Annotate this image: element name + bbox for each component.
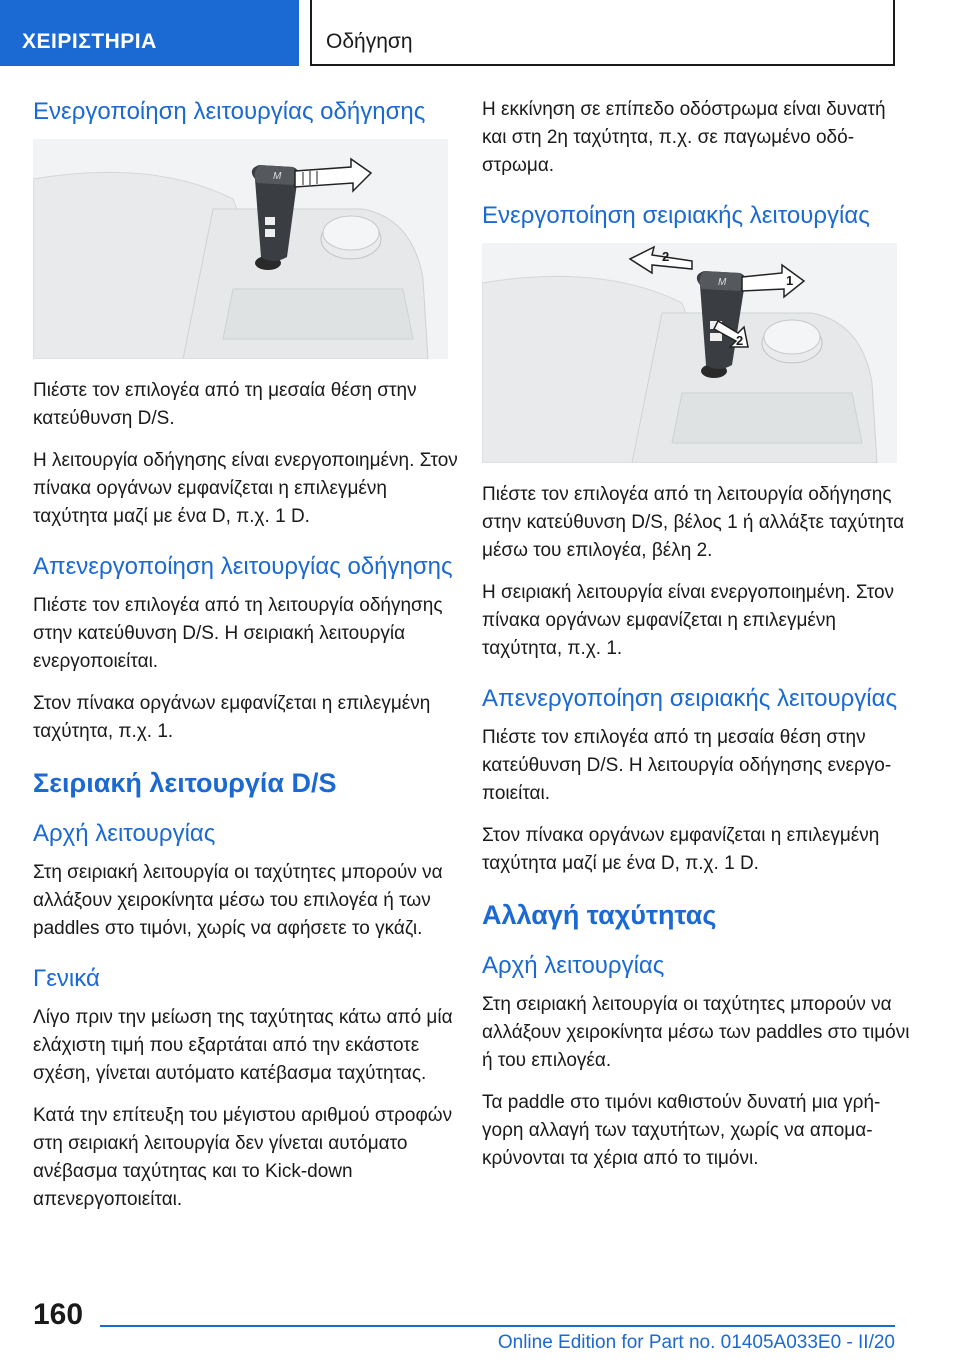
arrow-label-1: 1 [786, 273, 794, 288]
paragraph: Η εκκίνηση σε επίπεδο οδόστρωμα είναι δυνατή και στη 2η ταχύτητα, π.χ. σε παγωμένο οδόστρωμα. [482, 99, 886, 176]
paragraph: Πιέστε τον επιλογέα από τη λειτουργία οδήγησης στην κατεύθυνση D/S. Η σειριακή λειτουργία ενεργοποιείται. [33, 595, 443, 672]
svg-text:M: M [273, 171, 282, 182]
paragraph: Στον πίνακα οργάνων εμφανίζεται η επιλεγμένη ταχύτητα μαζί με ένα D, π.χ. 1 D. [482, 825, 880, 874]
heading-gear-change: Αλλαγή ταχύτητας [482, 900, 717, 930]
footer-divider [100, 1325, 895, 1327]
paragraph: Πιέστε τον επιλογέα από τη μεσαία θέση στην κατεύθυνση D/S. [33, 380, 417, 429]
paragraph: Λίγο πριν την μείωση της ταχύτητας κάτω από μία ελάχιστη τιμή που εξαρτάται από την εκάστοτε σχέση, γίνεται αυτόματο κατέβασμα ταχύτητας. [33, 1007, 453, 1084]
paragraph: Στη σειριακή λειτουργία οι ταχύτητες μπορούν να αλλάξουν χειροκίνητα μέσω του επιλογέα ή των paddles στο τιμόνι, χωρίς να αφήσετε το γκάζι. [33, 862, 443, 939]
page-number: 160 [33, 1298, 84, 1331]
paragraph: Πιέστε τον επιλογέα από τη λειτουργία οδήγησης στην κατεύθυνση D/S, βέλος 1 ή αλλάξτε ταχύτητα μέσω του επιλογέα, βέλη 2. [482, 484, 905, 561]
arrow-label-2-upper: 2 [662, 249, 670, 264]
paragraph: Πιέστε τον επιλογέα από τη μεσαία θέση στην κατεύθυνση D/S. Η λειτουργία οδήγησης ενεργοποιείται. [482, 727, 892, 804]
paragraph: Η σειριακή λειτουργία είναι ενεργοποιημένη. Στον πίνακα οργάνων εμφανίζεται η επιλεγμένη ταχύτητα, π.χ. 1. [482, 582, 895, 659]
paragraph: Στη σειριακή λειτουργία οι ταχύτητες μπορούν να αλλάξουν χειροκίνητα μέσω των paddles στο τιμόνι ή του επιλογέα. [482, 994, 910, 1071]
paragraph: Η λειτουργία οδήγησης είναι ενεργοποιημένη. Στον πίνακα οργάνων εμφανίζεται η επιλεγμένη ταχύτητα μαζί με ένα D, π.χ. 1 D. [33, 450, 458, 527]
heading-general: Γενικά [33, 965, 100, 992]
section-tab: ΧΕΙΡΙΣΤΗΡΙΑ [0, 0, 299, 66]
svg-text:M: M [718, 277, 727, 288]
paragraph: Τα paddle στο τιμόνι καθιστούν δυνατή μια γρήγορη αλλαγή των ταχυτήτων, χωρίς να απομακρύνονται τα χέρια από το τιμόνι. [482, 1092, 881, 1169]
paragraph: Στον πίνακα οργάνων εμφανίζεται η επιλεγμένη ταχύτητα, π.χ. 1. [33, 693, 431, 742]
left-column [33, 96, 463, 1228]
heading-activate-sequential: Ενεργοποίηση σειριακής λειτουργίας [482, 202, 870, 229]
heading-activate-drive-mode: Ενεργοποίηση λειτουργίας οδήγησης [33, 98, 426, 125]
heading-sequential-mode: Σειριακή λειτουργία D/S [33, 768, 337, 798]
paragraph: Κατά την επίτευξη του μέγιστου αριθμού στροφών στη σειριακή λειτουργία δεν γίνεται αυτόματο ανέβασμα ταχύτητας και το Kick-down απενεργοποιείται. [33, 1105, 453, 1210]
heading-deactivate-sequential: Απενεργοποίηση σειριακής λειτουργίας [482, 685, 898, 712]
right-column [482, 96, 912, 1187]
heading-principle: Αρχή λειτουργίας [33, 820, 216, 847]
heading-deactivate-drive-mode: Απενεργοποίηση λειτουργίας οδήγησης [33, 553, 453, 580]
gear-selector-illustration [33, 139, 448, 359]
heading-principle: Αρχή λειτουργίας [482, 952, 665, 979]
arrow-label-2-lower: 2 [736, 333, 744, 348]
footer-edition: Online Edition for Part no. 01405A033E0 - II/20 [497, 1332, 895, 1353]
gear-selector-arrows-illustration [482, 243, 897, 463]
chapter-tab: Οδήγηση [310, 0, 895, 66]
